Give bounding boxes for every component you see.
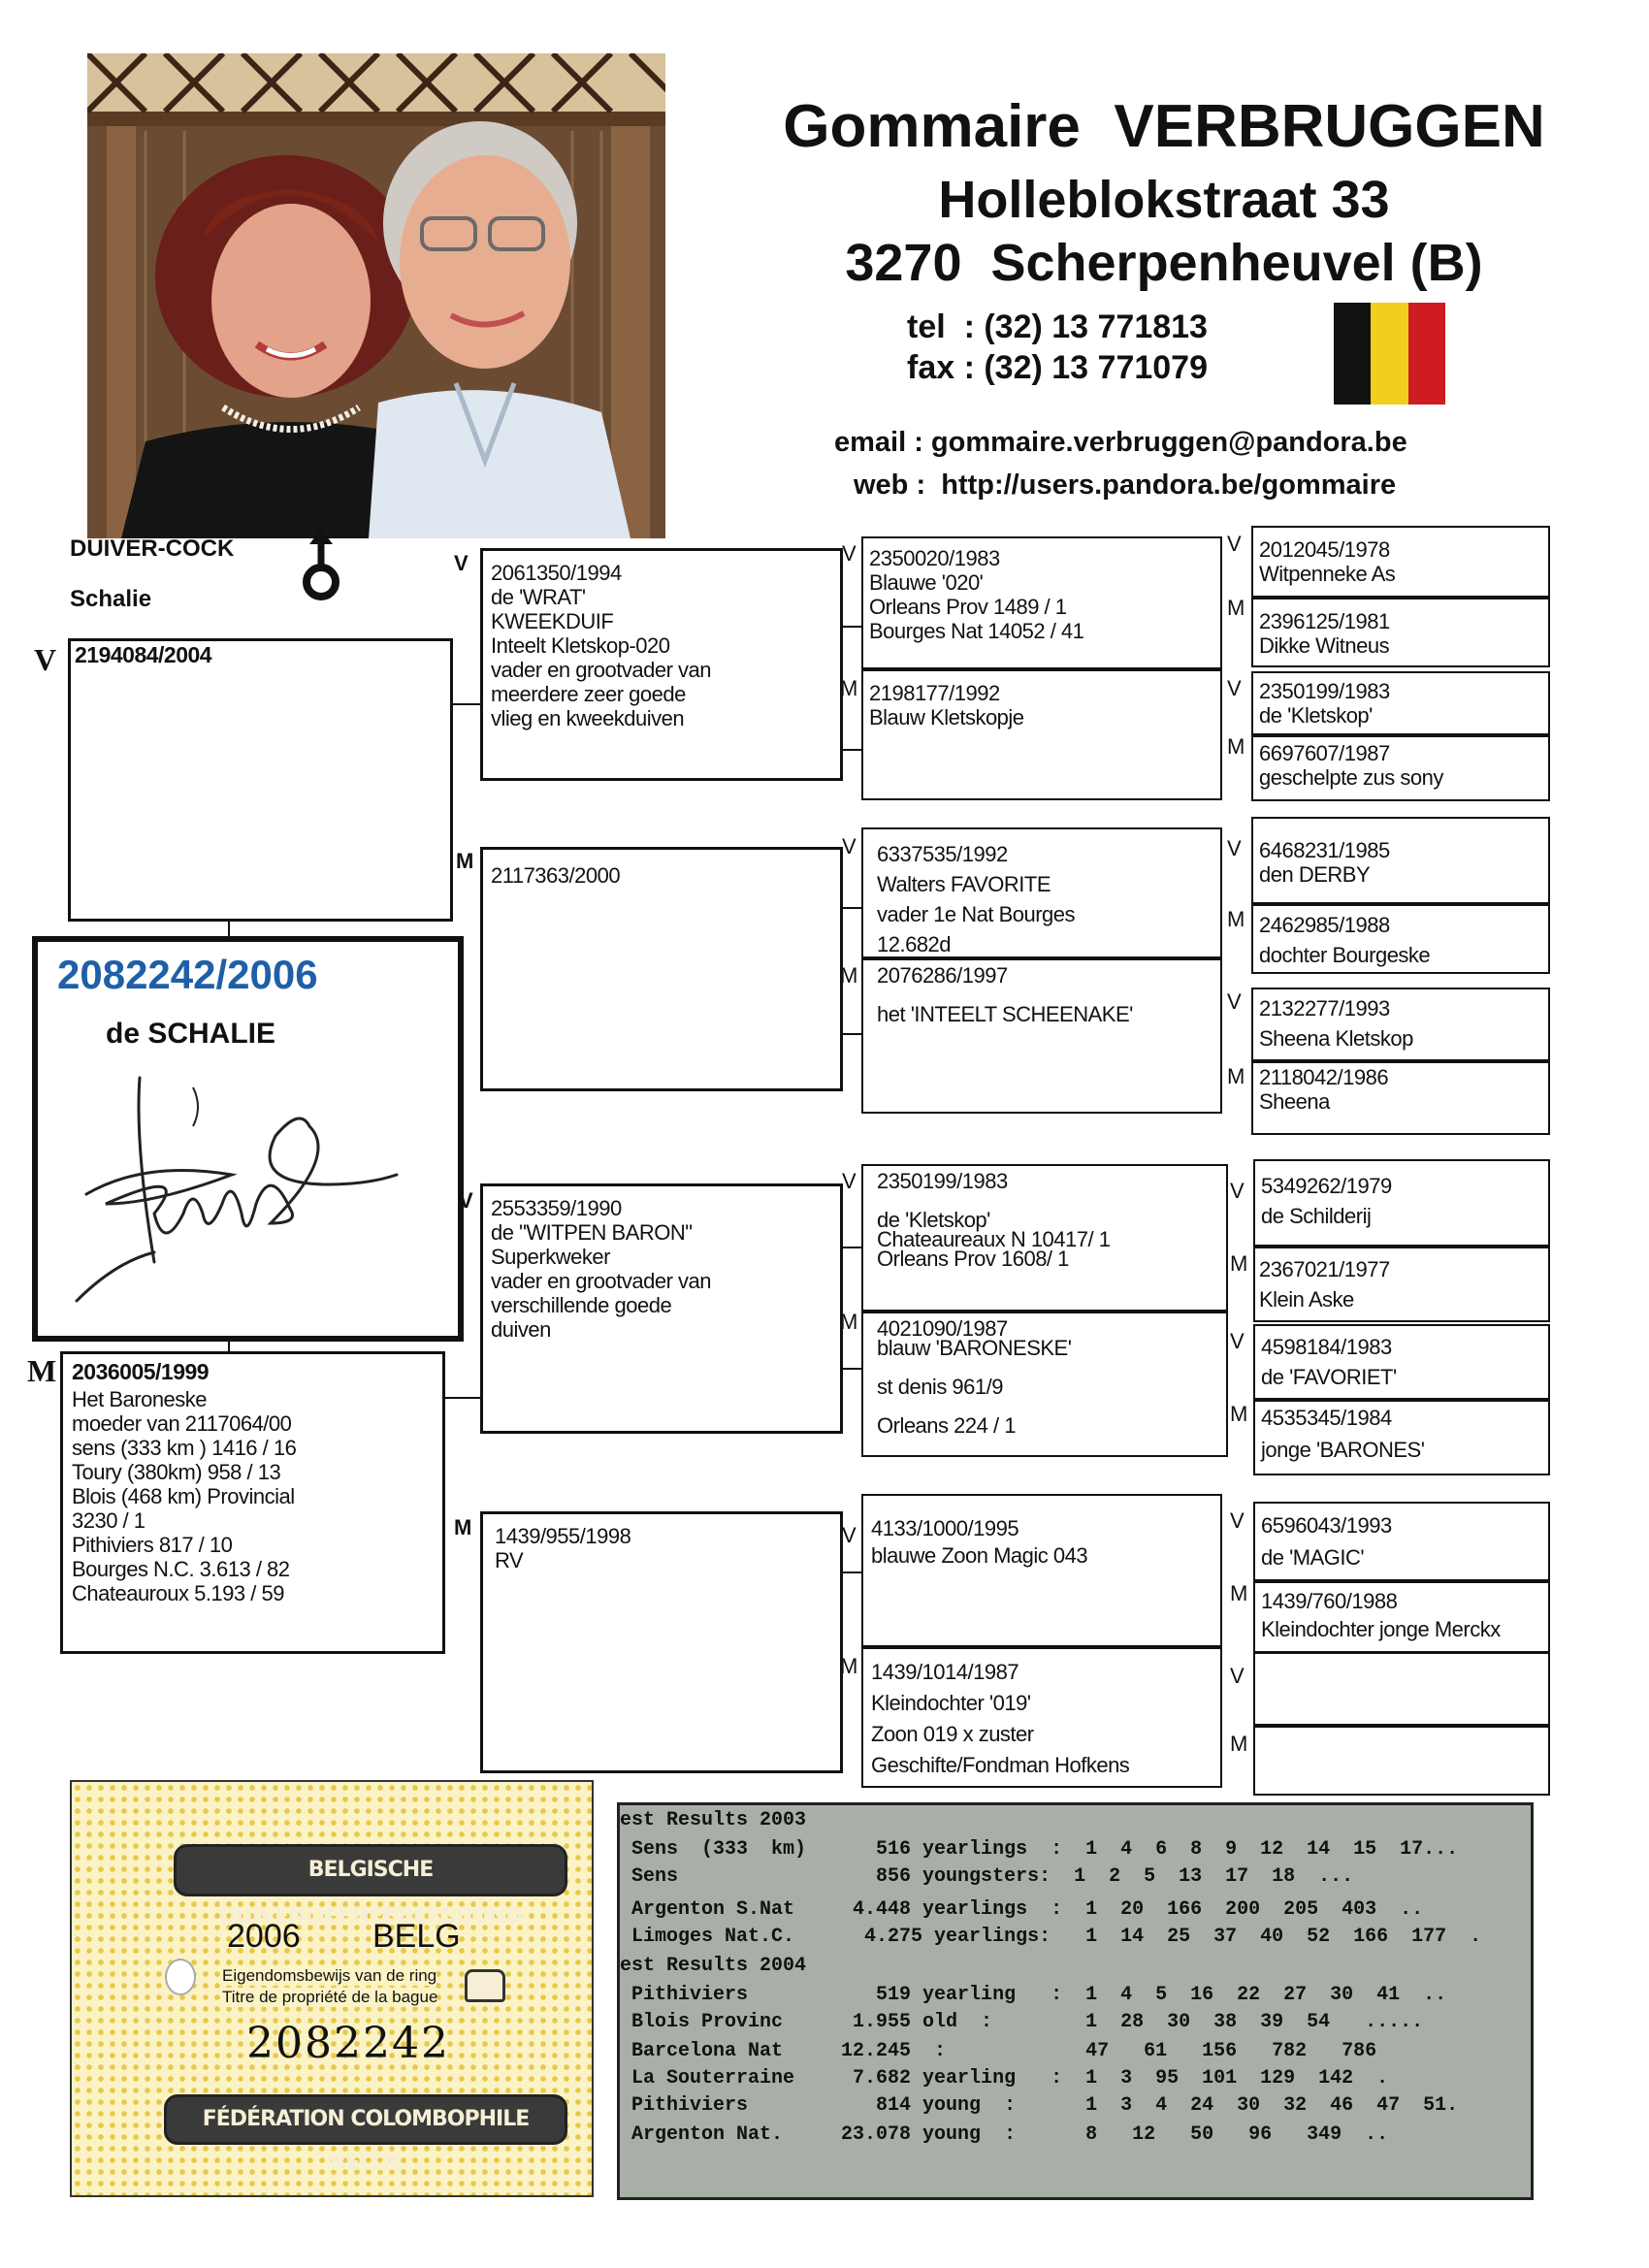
results-line-3: Argenton S.Nat 4.448 yearlings : 1 20 166 200 205 403 .. bbox=[620, 1898, 1424, 1921]
g3-v-label-0: V bbox=[842, 541, 857, 566]
g4-cell-6 bbox=[1251, 988, 1550, 1061]
g2-m-label-3: M bbox=[454, 1515, 472, 1539]
g4-cell-15 bbox=[1253, 1726, 1550, 1796]
g4-m-label-15: M bbox=[1230, 1732, 1248, 1756]
g3-cell-6 bbox=[861, 1494, 1222, 1647]
g3-text-7: 1439/1014/1987 Kleindochter '019' Zoon 019 x zuster Geschifte/Fondman Hofkens bbox=[871, 1660, 1130, 1777]
g3-text-3: 2076286/1997 het 'INTEELT SCHEENAKE' bbox=[877, 963, 1133, 1026]
ring-card-bottom-banner: FÉDÉRATION COLOMBOPHILE BELGE bbox=[164, 2094, 567, 2145]
g4-cell-11 bbox=[1253, 1400, 1550, 1475]
g2-m-label-1: M bbox=[456, 849, 474, 873]
g3-cell-4 bbox=[861, 1164, 1228, 1312]
g3-m-label-5: M bbox=[840, 1310, 858, 1334]
results-line-9: La Souterraine 7.682 yearling : 1 3 95 101 129 142 . bbox=[620, 2067, 1389, 2090]
results-line-4: Limoges Nat.C. 4.275 yearlings: 1 14 25 37 40 52 166 177 . bbox=[620, 1926, 1482, 1948]
g4-v-label-12: V bbox=[1230, 1508, 1245, 1533]
dam-m-label: M bbox=[27, 1353, 57, 1388]
owners-photo bbox=[87, 53, 665, 538]
g2-text-1: 2117363/2000 bbox=[491, 863, 621, 888]
ring-hole-icon bbox=[165, 1959, 196, 1995]
results-line-8: Barcelona Nat 12.245 : 47 61 156 782 786 bbox=[620, 2040, 1377, 2062]
g4-cell-7 bbox=[1251, 1061, 1550, 1135]
g4-text-2: 2350199/1983 de 'Kletskop' bbox=[1259, 679, 1390, 728]
g4-text-13: 1439/760/1988 Kleindochter jonge Merckx bbox=[1261, 1589, 1501, 1641]
g4-text-1: 2396125/1981 Dikke Witneus bbox=[1259, 609, 1390, 658]
subject-ring: 2082242/2006 bbox=[57, 952, 318, 997]
g4-v-label-2: V bbox=[1227, 676, 1242, 700]
results-line-0: est Results 2003 bbox=[620, 1809, 807, 1831]
sire-ring: 2194084/2004 bbox=[75, 642, 212, 667]
g4-m-label-3: M bbox=[1227, 734, 1245, 759]
signature-icon bbox=[48, 1068, 436, 1311]
g3-cell-5 bbox=[861, 1312, 1228, 1457]
g4-text-6: 2132277/1993 Sheena Kletskop bbox=[1259, 996, 1413, 1051]
g3-m-label-3: M bbox=[840, 963, 858, 988]
g2-text-3: 1439/955/1998 RV bbox=[495, 1524, 631, 1572]
g4-text-3: 6697607/1987 geschelpte zus sony bbox=[1259, 741, 1443, 790]
breeder-name: Gommaire VERBRUGGEN bbox=[783, 93, 1545, 160]
crown-icon bbox=[465, 1969, 505, 2002]
dam-box bbox=[60, 1351, 445, 1654]
g4-text-8: 5349262/1979 de Schilderij bbox=[1261, 1174, 1392, 1228]
g3-text-6: 4133/1000/1995 blauwe Zoon Magic 043 bbox=[871, 1516, 1088, 1568]
results-line-10: Pithiviers 814 young : 1 3 4 24 30 32 46 47 51. bbox=[620, 2094, 1459, 2117]
breeder-city: 3270 Scherpenheuvel (B) bbox=[845, 234, 1483, 292]
bird-short-name: Schalie bbox=[70, 586, 152, 612]
breeder-tel: tel : (32) 13 771813 bbox=[907, 308, 1208, 345]
g4-m-label-9: M bbox=[1230, 1251, 1248, 1276]
dam-ring: 2036005/1999 bbox=[72, 1359, 210, 1384]
g4-text-12: 6596043/1993 de 'MAGIC' bbox=[1261, 1513, 1392, 1570]
g3-text-5: 4021090/1987 blauw 'BARONESKE' st denis 961/9 Orleans 224 / 1 bbox=[877, 1316, 1072, 1438]
g4-cell-9 bbox=[1253, 1247, 1550, 1322]
g2-box-0 bbox=[480, 548, 843, 781]
g4-text-10: 4598184/1983 de 'FAVORIET' bbox=[1261, 1335, 1397, 1389]
g3-cell-2 bbox=[861, 827, 1222, 958]
g4-m-label-13: M bbox=[1230, 1581, 1248, 1605]
g4-v-label-14: V bbox=[1230, 1664, 1245, 1688]
g3-v-label-6: V bbox=[842, 1523, 857, 1547]
results-line-2: Sens 856 youngsters: 1 2 5 13 17 18 ... bbox=[620, 1865, 1354, 1888]
photo-illustration bbox=[87, 53, 665, 538]
g4-m-label-11: M bbox=[1230, 1402, 1248, 1426]
g4-cell-3 bbox=[1251, 735, 1550, 801]
g2-box-3 bbox=[480, 1511, 843, 1773]
g3-text-2: 6337535/1992 Walters FAVORITE vader 1e Nat Bourges 12.682d bbox=[877, 842, 1076, 956]
g4-cell-13 bbox=[1253, 1581, 1550, 1653]
ring-card-line1: Eigendomsbewijs van de ring bbox=[222, 1966, 437, 1985]
ring-card-top-banner: BELGISCHE DUIVENLIEFHEBBERSBOND bbox=[174, 1844, 567, 1896]
results-line-7: Blois Provinc 1.955 old : 1 28 30 38 39 54 ..... bbox=[620, 2011, 1424, 2033]
g4-m-label-5: M bbox=[1227, 907, 1245, 931]
g2-v-label-2: V bbox=[459, 1188, 473, 1213]
g3-text-0: 2350020/1983 Blauwe '020' Orleans Prov 1489 / 1 Bourges Nat 14052 / 41 bbox=[869, 546, 1084, 643]
best-results-panel bbox=[617, 1802, 1534, 2200]
g2-text-2: 2553359/1990 de "WITPEN BARON" Superkweker vader en grootvader van verschillende goede duiven bbox=[491, 1196, 711, 1342]
g3-text-1: 2198177/1992 Blauw Kletskopje bbox=[869, 681, 1024, 729]
belgian-flag bbox=[1334, 303, 1445, 405]
g4-v-label-8: V bbox=[1230, 1179, 1245, 1203]
ring-card-year: 2006 bbox=[227, 1918, 301, 1955]
g3-v-label-4: V bbox=[842, 1169, 857, 1193]
results-line-11: Argenton Nat. 23.078 young : 8 12 50 96 349 .. bbox=[620, 2123, 1389, 2146]
breeder-web[interactable]: web : http://users.pandora.be/gommaire bbox=[854, 470, 1397, 501]
dam-details: Het Baroneske moeder van 2117064/00 sens (333 km ) 1416 / 16 Toury (380km) 958 / 13 Blois (468 km) Provincial 3230 / 1 Pithiviers 817 / 10 Bourges N.C. 3.613 / 82 Chateauroux 5.193 / 59 bbox=[72, 1387, 297, 1605]
breeder-email[interactable]: email : gommaire.verbruggen@pandora.be bbox=[834, 427, 1407, 458]
results-line-1: Sens (333 km) 516 yearlings : 1 4 6 8 9 12 14 15 17... bbox=[620, 1838, 1459, 1861]
g3-cell-3 bbox=[861, 958, 1222, 1114]
g2-box-1 bbox=[480, 847, 843, 1091]
g3-v-label-2: V bbox=[842, 834, 857, 859]
ring-card-country: BELG bbox=[372, 1918, 461, 1955]
g3-cell-0 bbox=[861, 536, 1222, 669]
g2-v-label-0: V bbox=[454, 551, 469, 575]
g3-cell-7 bbox=[861, 1647, 1222, 1788]
results-line-5: est Results 2004 bbox=[620, 1955, 807, 1977]
g4-cell-4 bbox=[1251, 817, 1550, 904]
g4-text-0: 2012045/1978 Witpenneke As bbox=[1259, 537, 1396, 586]
g4-m-label-1: M bbox=[1227, 596, 1245, 620]
ring-card-number: 2082242 bbox=[246, 2019, 450, 2068]
male-symbol-icon bbox=[297, 529, 345, 606]
g3-m-label-7: M bbox=[840, 1654, 858, 1678]
subject-box bbox=[32, 936, 464, 1342]
g4-cell-10 bbox=[1253, 1324, 1550, 1400]
g3-m-label-1: M bbox=[840, 676, 858, 700]
g4-text-5: 2462985/1988 dochter Bourgeske bbox=[1259, 913, 1431, 967]
g4-cell-8 bbox=[1253, 1159, 1550, 1247]
g4-text-4: 6468231/1985 den DERBY bbox=[1259, 838, 1390, 887]
ring-card bbox=[70, 1780, 594, 2197]
g4-text-9: 2367021/1977 Klein Aske bbox=[1259, 1257, 1390, 1312]
g4-text-7: 2118042/1986 Sheena bbox=[1259, 1065, 1389, 1114]
bird-kind: DUIVER-COCK bbox=[70, 535, 235, 562]
g4-cell-1 bbox=[1251, 598, 1550, 667]
results-line-6: Pithiviers 519 yearling : 1 4 5 16 22 27 30 41 .. bbox=[620, 1984, 1447, 2006]
g4-m-label-7: M bbox=[1227, 1064, 1245, 1088]
g3-text-4: 2350199/1983 de 'Kletskop' Chateaureaux N 10417/ 1 Orleans Prov 1608/ 1 bbox=[877, 1169, 1111, 1271]
g4-cell-12 bbox=[1253, 1502, 1550, 1581]
g4-cell-2 bbox=[1251, 671, 1550, 735]
g4-cell-14 bbox=[1253, 1652, 1550, 1726]
g3-cell-1 bbox=[861, 669, 1222, 800]
breeder-street: Holleblokstraat 33 bbox=[938, 171, 1390, 229]
g4-cell-5 bbox=[1251, 904, 1550, 974]
breeder-fax: fax : (32) 13 771079 bbox=[907, 349, 1208, 386]
g4-v-label-6: V bbox=[1227, 989, 1242, 1014]
g4-v-label-4: V bbox=[1227, 836, 1242, 860]
g4-cell-0 bbox=[1251, 526, 1550, 598]
sire-v-label: V bbox=[34, 642, 57, 677]
g4-v-label-0: V bbox=[1227, 532, 1242, 556]
ring-card-line2: Titre de propriété de la bague bbox=[222, 1988, 438, 2006]
sire-box bbox=[68, 638, 453, 922]
g2-box-2 bbox=[480, 1183, 843, 1434]
g4-text-11: 4535345/1984 jonge 'BARONES' bbox=[1261, 1406, 1425, 1462]
g2-text-0: 2061350/1994 de 'WRAT' KWEEKDUIF Inteelt Kletskop-020 vader en grootvader van meerdere zeer goede vlieg en kweekduiven bbox=[491, 561, 711, 730]
subject-name: de SCHALIE bbox=[106, 1018, 276, 1050]
g4-v-label-10: V bbox=[1230, 1329, 1245, 1353]
